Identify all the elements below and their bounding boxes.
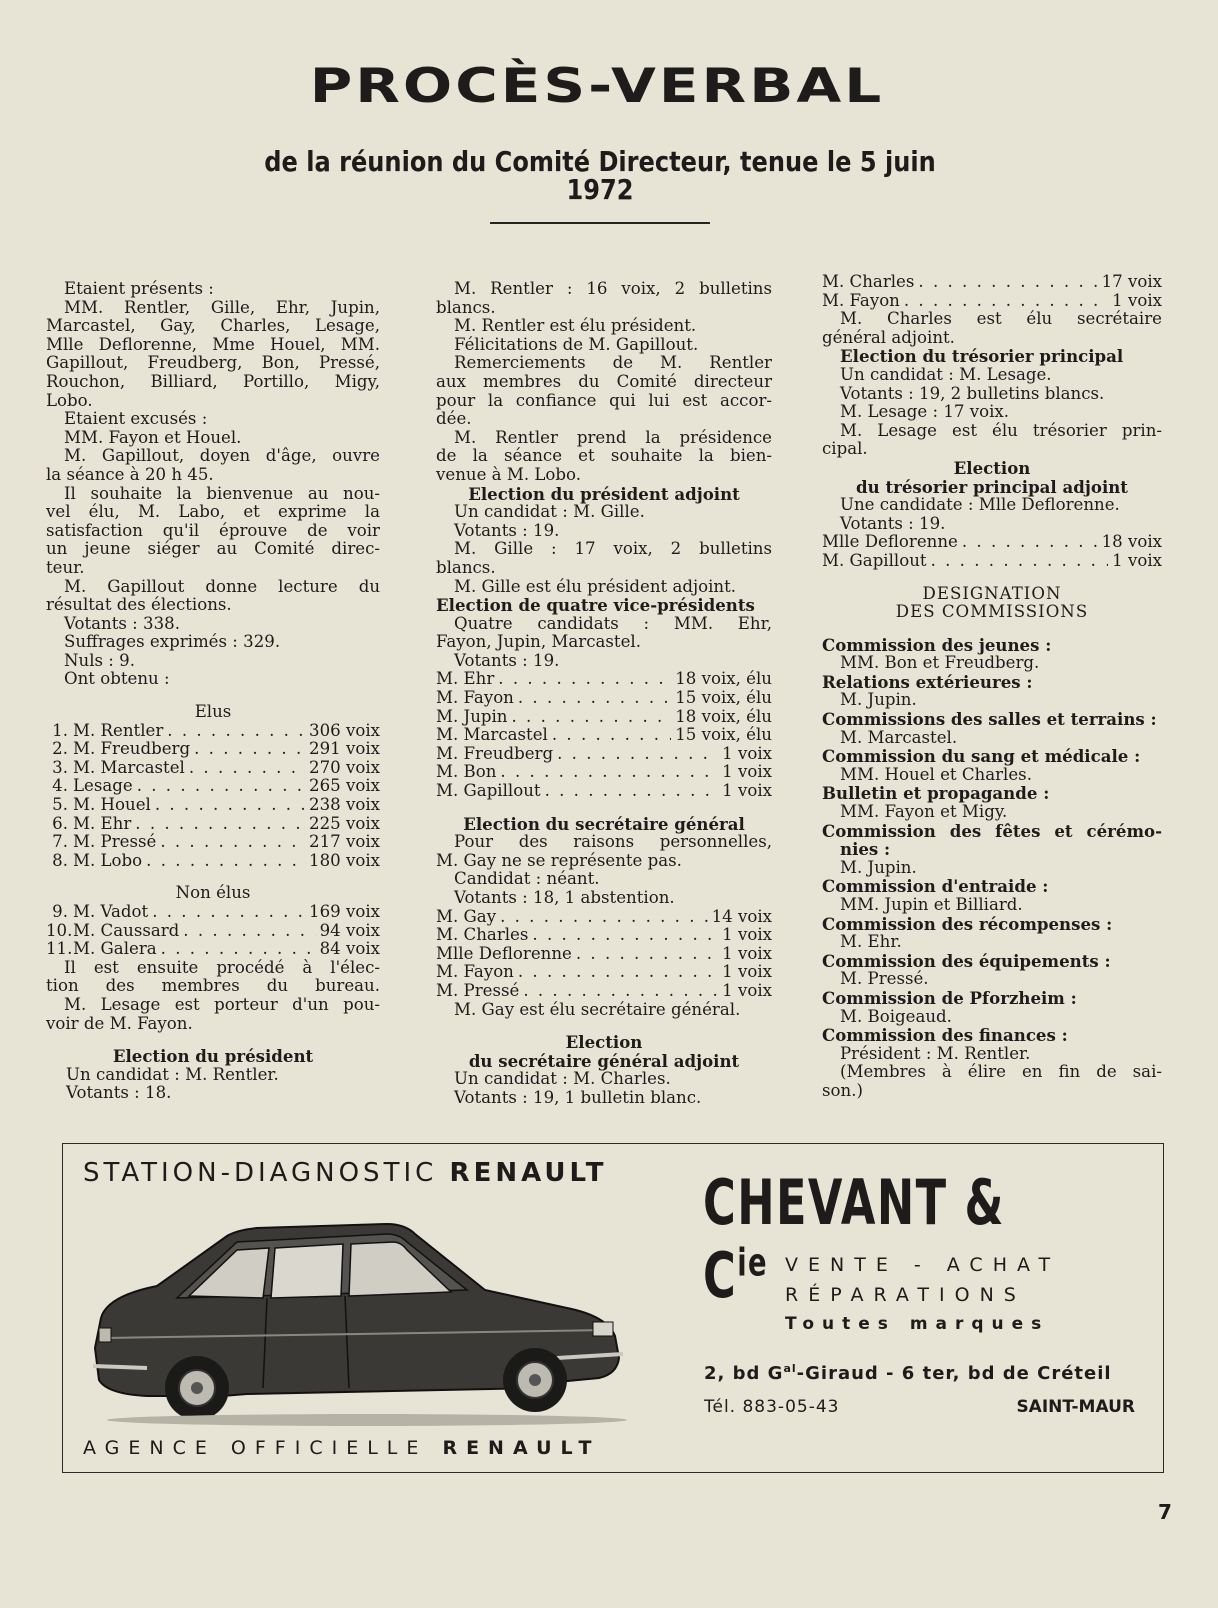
text-line: Nuls : 9. [64,650,136,670]
column-2 [436,280,772,1108]
text-line: Suffrages exprimés : 329. [64,632,281,652]
text-line: Votants : 338. [64,613,180,633]
vote-count: 94 voix [319,920,380,940]
candidate-name: M. Charles [436,925,529,945]
candidate-name: M. Pressé [436,980,520,1000]
ad-footer-text: AGENCE OFFICIELLE [83,1437,428,1459]
vote-count: 1 voix [722,781,772,801]
page-subtitle: de la réunion du Comité Directeur, tenue le 5 juin 1972 [264,145,936,206]
text-line: blancs. [436,297,496,317]
text-line: M. Gapillout donne lecture du [64,576,380,596]
commission-members: MM. Bon et Freudberg. [840,653,1040,673]
text-line: voir de M. Fayon. [46,1013,193,1033]
candidate-name: M. Caussard [73,920,180,940]
text-line: cipal. [822,439,868,459]
text-line: M. Rentler prend la présidence [454,427,772,447]
rank: 2. [52,739,68,759]
vote-count: 238 voix [309,795,380,815]
result-row [46,903,380,922]
text-line: Un candidat : M. Charles. [454,1069,671,1089]
ad-city: SAINT-MAUR [1016,1397,1135,1417]
vote-count: 1 voix [1112,550,1162,570]
section-heading: Election du président adjoint [468,483,740,504]
section-heading: Election [953,457,1031,478]
ad-footer-brand: RENAULT [442,1437,601,1459]
sga-results-list [822,273,1162,310]
ad-address [704,1362,1112,1384]
text-line: satisfaction qu'il éprouve de voir [46,520,380,540]
candidate-name: M. Pressé [73,832,157,852]
text-line: MM. Rentler, Gille, Ehr, Jupin, [64,297,380,317]
text-line: un jeune siéger au Comité direc- [46,539,380,559]
commission-name: Commission d'entraide : [822,876,1049,897]
page-title: PROCÈS-VERBAL [309,57,885,114]
section-heading: Election du trésorier principal [840,346,1124,367]
commission-members: M. Marcastel. [840,727,958,747]
vote-count: 225 voix [309,813,380,833]
text-line: Marcastel, Gay, Charles, Lesage, [46,316,380,336]
tpa-results-list [822,533,1162,570]
section-heading: du secrétaire général adjoint [468,1050,740,1071]
result-row [436,908,772,927]
result-row [46,833,380,852]
ad-phone: Tél. 883-05-43 [704,1397,840,1417]
ad-service-line: RÉPARATIONS [785,1284,1026,1306]
commission-name: Relations extérieures : [822,671,1033,692]
commission-name: nies : [840,839,891,860]
vote-count: 1 voix [722,980,772,1000]
section-heading: du trésorier principal adjoint [856,476,1128,497]
text-line: Votants : 19. [840,513,946,533]
text-line: Votants : 19. [454,520,560,540]
commission-name: Bulletin et propagande : [822,783,1050,804]
candidate-name: M. Gapillout [436,781,541,801]
commission-name: Commission des fêtes et cérémo- [822,820,1162,841]
text-line: Il souhaite la bienvenue au nou- [64,483,380,503]
rank: 8. [52,850,68,870]
candidate-name: M. Gapillout [822,550,927,570]
commission-members: MM. Jupin et Billiard. [840,895,1023,914]
text-line: M. Gay ne se représente pas. [436,850,682,870]
candidate-name: M. Fayon [436,688,514,708]
text-line: M. Rentler est élu président. [454,316,697,336]
rank: 1. [52,720,68,740]
candidate-name: M. Rentler [73,720,164,740]
result-row [822,292,1162,311]
vote-count: 265 voix [309,776,380,796]
vote-count: 1 voix [722,962,772,982]
candidate-name: M. Charles [822,272,915,291]
candidate-name: M. Gay [436,906,497,926]
column-1 [46,280,380,1103]
result-row [436,670,772,689]
vote-count: 291 voix [309,739,380,759]
text-line: M. Gay est élu secrétaire général. [454,999,741,1019]
text-line: vel élu, M. Labo, et exprime la [46,502,380,522]
vote-count: 1 voix [722,743,772,763]
section-heading: Election du secrétaire général [463,813,745,834]
candidate-name: M. Jupin [436,706,508,726]
commission-members: M. Ehr. [840,932,902,952]
section-heading: Non élus [175,883,251,903]
vote-count: 1 voix [722,943,772,963]
rank: 4. [52,776,68,796]
candidate-name: M. Marcastel [73,757,185,777]
section-heading: Election du président [112,1046,314,1067]
commission-members: Président : M. Rentler. [840,1043,1031,1063]
commission-name: Commission de Pforzheim : [822,987,1077,1008]
text-line: Etaient excusés : [64,409,208,429]
text-line: la séance à 20 h 45. [46,464,214,484]
text-line: Fayon, Jupin, Marcastel. [436,632,641,652]
result-row [46,852,380,871]
text-line: Etaient présents : [64,279,214,298]
rank: 10. [46,920,73,940]
commission-name: Commissions des salles et terrains : [822,709,1157,730]
text-line: M. Rentler : 16 voix, 2 bulletins [454,279,772,298]
result-row [436,926,772,945]
text-line: Un candidat : M. Gille. [454,502,645,522]
text-line: venue à M. Lobo. [436,464,581,484]
text-line: Votants : 18, 1 abstention. [454,888,675,907]
vote-count: 17 voix [1101,272,1162,291]
text-line: M. Lesage : 17 voix. [840,402,1010,422]
text-line: Votants : 19. [454,650,560,670]
company-suffix: ie [737,1240,769,1285]
section-heading: DESIGNATION [922,583,1062,603]
text-line: son.) [822,1080,863,1100]
text-line: (Membres à élire en fin de sai- [840,1062,1162,1082]
ad-footer [83,1437,600,1459]
column-3 [822,273,1162,1101]
text-line: résultat des élections. [46,595,232,615]
commission-name: Commission des récompenses : [822,913,1113,934]
rank: 5. [52,795,68,815]
vote-count: 306 voix [309,720,380,740]
text-line: Votants : 18. [66,1083,172,1103]
section-heading: Election de quatre vice-présidents [436,595,755,616]
result-row [436,945,772,964]
result-row [46,796,380,815]
candidate-name: M. Freudberg [436,743,554,763]
ad-headline [83,1158,608,1188]
commission-members: M. Boigeaud. [840,1006,952,1026]
elus-list [46,722,380,871]
text-line: Félicitations de M. Gapillout. [454,334,699,354]
result-row [46,740,380,759]
candidate-name: M. Marcastel [436,725,548,745]
text-line: Rouchon, Billiard, Portillo, Migy, [46,371,380,391]
result-row [436,745,772,764]
commission-name: Commission du sang et médicale : [822,746,1141,767]
commission-members: MM. Fayon et Migy. [840,802,1008,822]
commission-members: M. Pressé. [840,969,929,989]
vote-count: 18 voix [1101,532,1162,552]
text-line: M. Charles est élu secrétaire [840,309,1162,329]
text-line: Votants : 19, 2 bulletins blancs. [840,383,1105,403]
vp-results-list [436,670,772,800]
non-elus-list [46,903,380,959]
text-line: Il est ensuite procédé à l'élec- [64,957,380,977]
result-row [822,552,1162,571]
text-line: MM. Fayon et Houel. [64,427,242,447]
text-line: M. Gille : 17 voix, 2 bulletins [454,539,772,559]
text-line: dée. [436,409,472,429]
candidate-name: M. Bon [436,762,497,782]
candidate-name: Mlle Deflorenne [822,532,958,552]
title-divider [490,222,710,224]
text-line: Remerciements de M. Rentler [454,353,772,373]
commission-members: MM. Houel et Charles. [840,764,1032,784]
address-part: -Giraud - 6 ter, bd de Créteil [796,1363,1112,1384]
candidate-name: M. Ehr [436,669,495,689]
candidate-name: M. Ehr [73,813,132,833]
vote-count: 180 voix [309,850,380,870]
rank: 6. [52,813,68,833]
result-row [436,708,772,727]
section-heading: Election [565,1032,643,1053]
result-row [436,726,772,745]
candidate-name: M. Houel [73,795,151,815]
candidate-name: M. Fayon [436,962,514,982]
text-line: pour la confiance qui lui est accor- [436,390,772,410]
rank: 7. [52,832,68,852]
vote-count: 169 voix [309,902,380,921]
result-row [46,777,380,796]
advertisement [62,1143,1164,1473]
text-line: Un candidat : M. Rentler. [66,1064,279,1084]
vote-count: 84 voix [319,939,380,959]
candidate-name: M. Fayon [822,290,900,310]
result-row [436,982,772,1001]
address-sup: al [783,1362,797,1375]
text-line: Mlle Deflorenne, Mme Houel, MM. [46,334,380,354]
vote-count: 18 voix, élu [675,706,772,726]
result-row [436,689,772,708]
candidate-name: M. Galera [73,939,157,959]
text-line: Un candidat : M. Lesage. [840,364,1052,384]
text-line: Votants : 19, 1 bulletin blanc. [454,1087,702,1107]
candidate-name: M. Vadot [73,902,149,921]
text-line: teur. [46,557,85,577]
commission-list [822,636,1162,1064]
page-number: 7 [1158,1500,1172,1524]
ad-headline-text: STATION-DIAGNOSTIC [83,1158,438,1188]
commission-name: Commission des jeunes : [822,634,1052,655]
text-line: Pour des raisons personnelles, [454,832,772,852]
commission-members: M. Jupin. [840,857,917,877]
text-line: Ont obtenu : [64,669,170,689]
ad-service-line: VENTE - ACHAT [785,1254,1061,1276]
text-line: général adjoint. [822,327,955,347]
result-row [46,815,380,834]
vote-count: 270 voix [309,757,380,777]
text-line: de la séance et souhaite la bien- [436,446,772,466]
vote-count: 15 voix, élu [675,688,772,708]
vote-count: 1 voix [722,925,772,945]
result-row [822,533,1162,552]
text-line: Candidat : néant. [454,869,600,889]
result-row [822,273,1162,292]
section-heading: DES COMMISSIONS [895,602,1089,622]
commission-members: M. Jupin. [840,690,917,710]
text-line: M. Gapillout, doyen d'âge, ouvre [64,446,380,466]
rank: 3. [52,757,68,777]
text-line: M. Lesage est porteur d'un pou- [64,994,380,1014]
vote-count: 217 voix [309,832,380,852]
car-illustration [87,1198,647,1428]
text-line: Quatre candidats : MM. Ehr, [454,613,772,633]
result-row [436,963,772,982]
result-row [436,763,772,782]
result-row [436,782,772,801]
text-line: blancs. [436,557,496,577]
candidate-name: M. Lobo [73,850,143,870]
text-line: Une candidate : Mlle Deflorenne. [840,495,1120,515]
candidate-name: Lesage [73,776,133,796]
vote-count: 15 voix, élu [675,725,772,745]
rank: 11. [46,939,73,959]
vote-count: 1 voix [1112,290,1162,310]
result-row [46,759,380,778]
result-row [46,940,380,959]
address-part: 2, bd G [704,1363,784,1384]
ad-service-line: Toutes marques [785,1314,1050,1334]
commission-name: Commission des finances : [822,1025,1068,1046]
text-line: Gapillout, Freudberg, Bon, Pressé, [46,353,380,373]
text-line: M. Gille est élu président adjoint. [454,576,737,596]
commission-name: Commission des équipements : [822,950,1111,971]
vote-count: 14 voix [711,906,772,926]
result-row [46,922,380,941]
section-heading: Elus [194,702,232,722]
ad-brand: RENAULT [449,1158,608,1188]
vote-count: 1 voix [722,762,772,782]
text-line: M. Lesage est élu trésorier prin- [840,420,1162,440]
candidate-name: Mlle Deflorenne [436,943,572,963]
rank: 9. [52,902,68,921]
sg-results-list [436,908,772,1001]
text-line: aux membres du Comité directeur [436,371,772,391]
text-line: Lobo. [46,390,93,410]
text-line: tion des membres du bureau. [46,976,380,996]
candidate-name: M. Freudberg [73,739,191,759]
result-row [46,722,380,741]
vote-count: 18 voix, élu [675,669,772,689]
company-name-text: CHEVANT & C [703,1166,1005,1312]
